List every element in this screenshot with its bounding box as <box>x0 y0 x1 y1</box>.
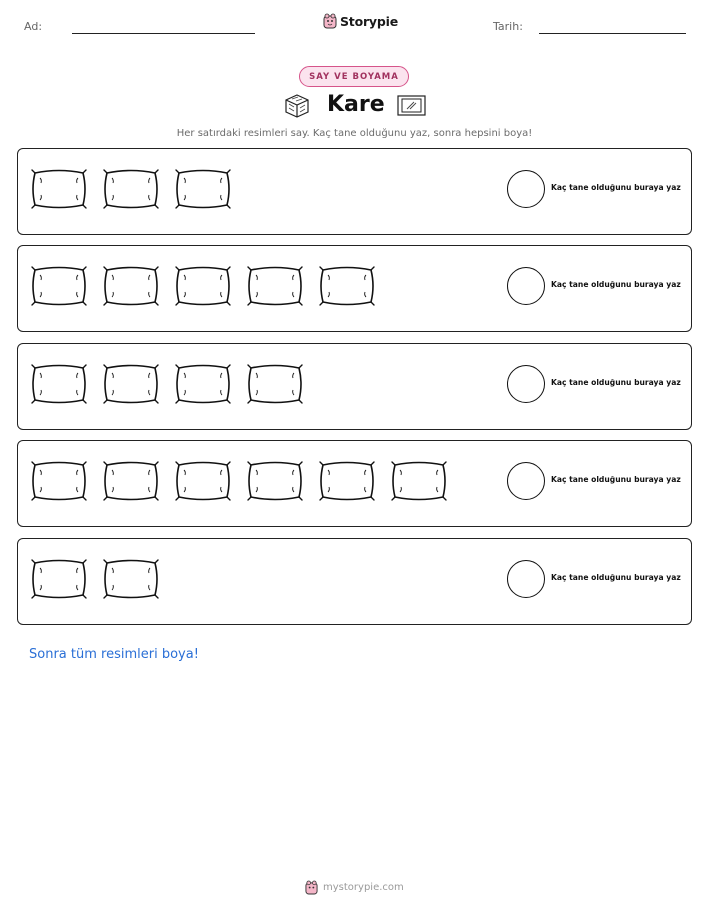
pillow-icon <box>390 459 448 503</box>
answer-hint: Kaç tane olduğunu buraya yaz <box>551 280 681 289</box>
pillow-group <box>30 459 448 503</box>
date-field[interactable] <box>539 33 686 34</box>
pillow-group <box>30 167 232 211</box>
date-label: Tarih: <box>493 20 523 33</box>
site-footer <box>305 880 404 895</box>
pillow-icon <box>30 557 88 601</box>
answer-circle[interactable] <box>507 365 545 403</box>
site-url[interactable]: mystorypie.com <box>323 882 404 893</box>
activity-badge: SAY VE BOYAMA <box>299 66 409 87</box>
pillow-icon <box>318 264 376 308</box>
pillow-group <box>30 362 304 406</box>
brand-name: Storypie <box>340 13 398 29</box>
count-row-2 <box>17 245 692 332</box>
cube-icon <box>284 93 310 119</box>
pillow-icon <box>30 459 88 503</box>
pillow-icon <box>102 362 160 406</box>
pillow-icon <box>174 264 232 308</box>
answer-circle[interactable] <box>507 170 545 208</box>
answer-circle[interactable] <box>507 462 545 500</box>
pillow-icon <box>318 459 376 503</box>
count-row-4 <box>17 440 692 527</box>
answer-hint: Kaç tane olduğunu buraya yaz <box>551 183 681 192</box>
count-row-5 <box>17 538 692 625</box>
answer-hint: Kaç tane olduğunu buraya yaz <box>551 378 681 387</box>
answer-circle[interactable] <box>507 560 545 598</box>
name-label: Ad: <box>24 20 43 33</box>
storypie-mascot-icon <box>305 880 318 895</box>
pillow-icon <box>102 264 160 308</box>
pillow-icon <box>30 362 88 406</box>
count-row-3 <box>17 343 692 430</box>
brand-logo <box>323 13 398 29</box>
frame-icon <box>397 95 427 117</box>
pillow-icon <box>102 459 160 503</box>
pillow-group <box>30 557 160 601</box>
pillow-icon <box>174 459 232 503</box>
pillow-icon <box>246 362 304 406</box>
page-title: Kare <box>327 92 385 117</box>
pillow-icon <box>102 557 160 601</box>
storypie-mascot-icon <box>323 13 337 29</box>
count-row-1 <box>17 148 692 235</box>
footer-note: Sonra tüm resimleri boya! <box>29 647 199 662</box>
pillow-icon <box>246 264 304 308</box>
pillow-icon <box>30 167 88 211</box>
pillow-icon <box>174 362 232 406</box>
answer-circle[interactable] <box>507 267 545 305</box>
answer-hint: Kaç tane olduğunu buraya yaz <box>551 573 681 582</box>
name-field[interactable] <box>72 33 255 34</box>
pillow-icon <box>102 167 160 211</box>
answer-hint: Kaç tane olduğunu buraya yaz <box>551 475 681 484</box>
pillow-icon <box>246 459 304 503</box>
pillow-group <box>30 264 376 308</box>
pillow-icon <box>174 167 232 211</box>
pillow-icon <box>30 264 88 308</box>
instructions: Her satırdaki resimleri say. Kaç tane olduğunu yaz, sonra hepsini boya! <box>176 128 533 139</box>
